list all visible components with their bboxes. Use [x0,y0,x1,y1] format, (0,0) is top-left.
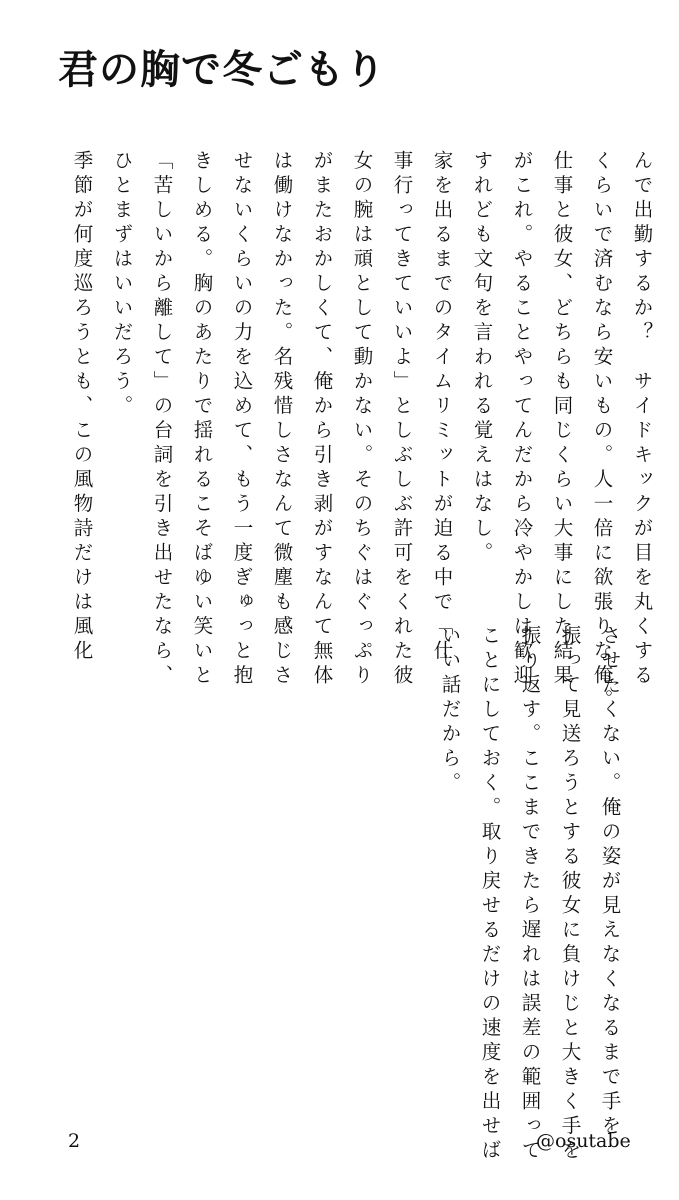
text-column: 事行ってきていいよ」としぶしぶ許可をくれた彼 [390,150,414,689]
text-column: すれども文句を言われる覚えはなし。 [470,150,494,567]
author-handle: @osutabe [536,1130,631,1152]
text-column: ひとまずはいいだろう。 [110,150,134,420]
text-column: 振って見送ろうとする彼女に負けじと大きく手を [558,625,582,1164]
page-number: 2 [68,1130,81,1152]
text-column: くらいで済むなら安いもの。人一倍に欲張りな俺。 [590,150,614,714]
text-column: がまたおかしくて、俺から引き剥がすなんて無体 [310,150,334,689]
text-column: いい話だから。 [438,625,462,797]
text-column: させたくない。俺の姿が見えなくなるまで手を [598,625,622,1140]
text-column: 女の腕は頑として動かない。そのちぐはぐっぷり [350,150,374,689]
text-column: んで出勤するか？ サイドキックが目を丸くする [630,150,654,689]
text-column: 仕事と彼女、どちらも同じくらい大事にした結果 [550,150,574,689]
title-part-2: 冬 [219,44,266,96]
text-column: は働けなかった。名残惜しさなんて微塵も感じさ [270,150,294,689]
text-column: がこれ。やることやってんだから冷やかしは歓迎 [510,150,534,689]
text-column: きしめる。胸のあたりで揺れるこそばゆい笑いと [190,150,214,689]
title-part-1: 君の胸で [58,47,222,93]
text-column: 季節が何度巡ろうとも、この風物詩だけは風化 [70,150,94,665]
book-title [58,44,386,96]
text-column: 家を出るまでのタイムリミットが迫る中で「仕 [430,150,454,665]
text-column: 振り返す。ここまできたら遅れは誤差の範囲って [518,625,542,1164]
title-part-3: ごもり [263,47,386,93]
text-column: ことにしておく。取り戻せるだけの速度を出せば [478,625,502,1164]
text-column: せないくらいの力を込めて、もう一度ぎゅっと抱 [230,150,254,689]
text-column: 「苦しいから離して」の台詞を引き出せたなら、 [150,150,174,689]
